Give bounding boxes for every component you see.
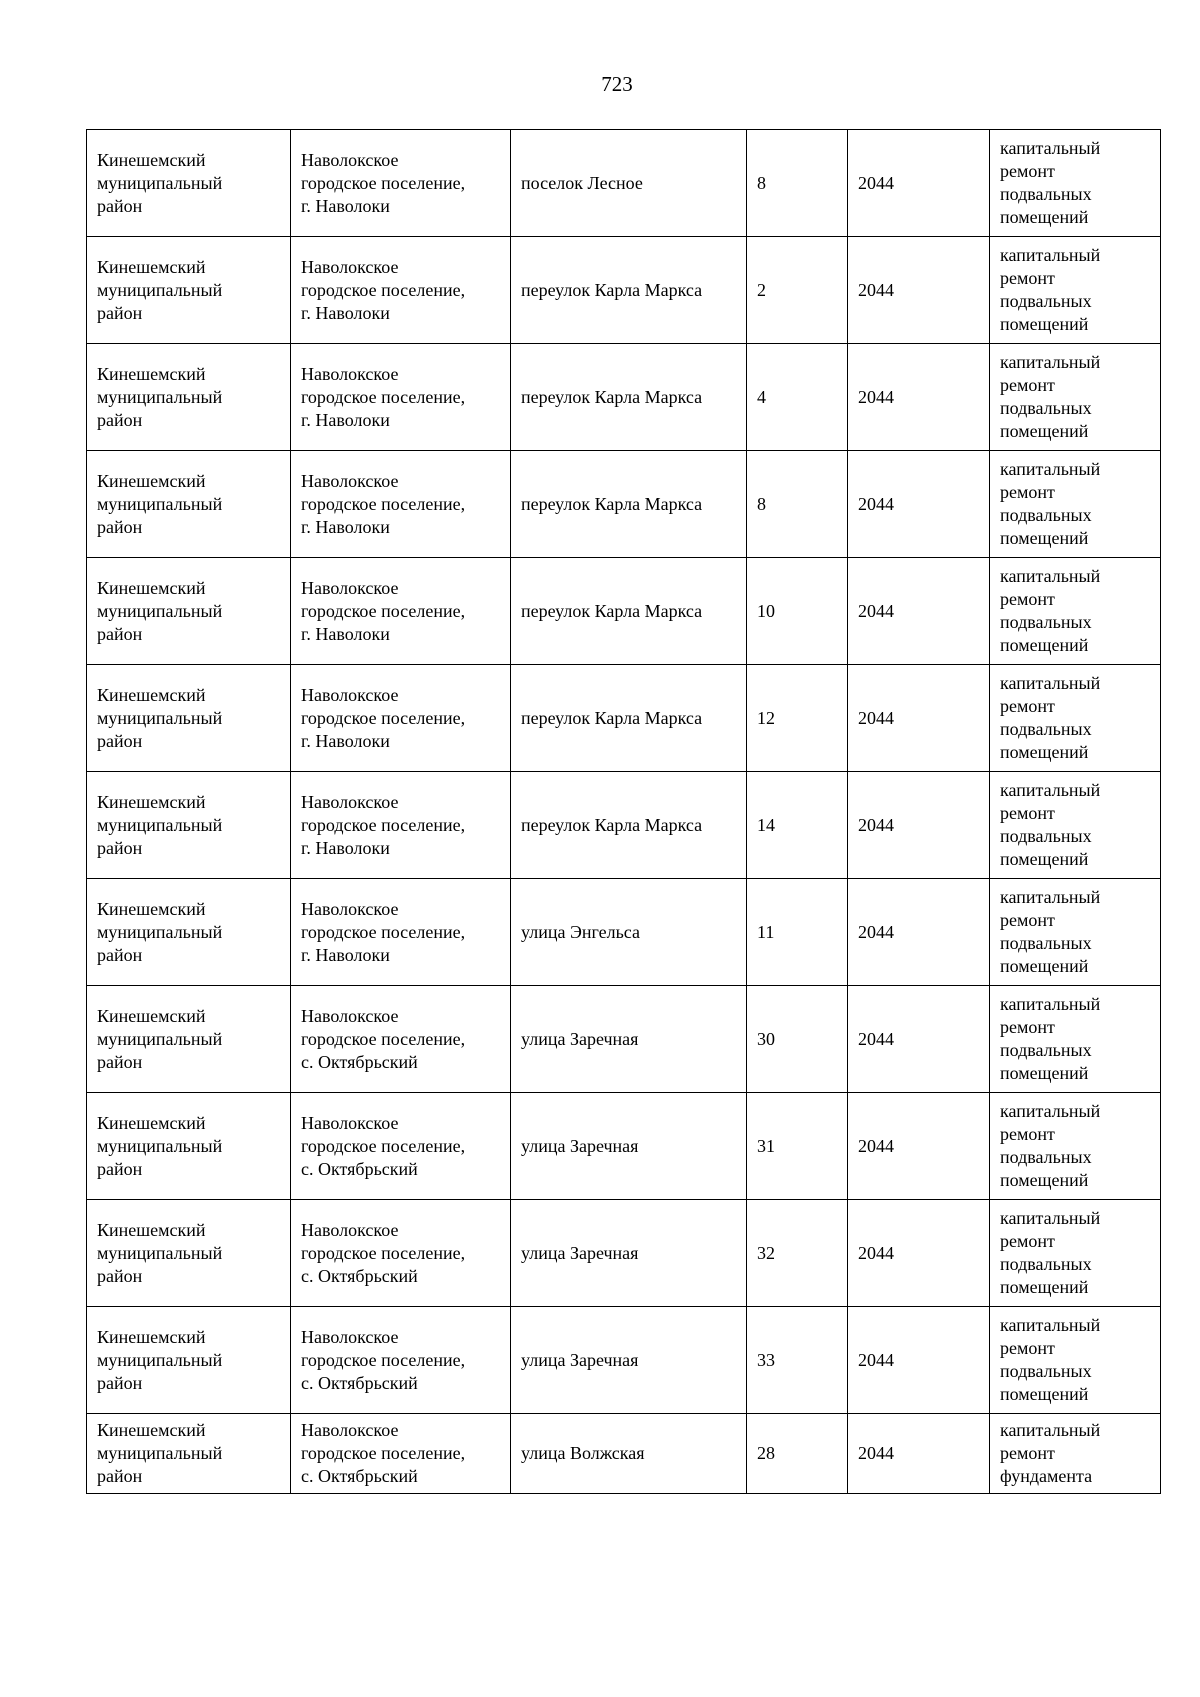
settlement-cell-line: г. Наволоки	[301, 302, 390, 323]
house-number-cell: 2	[747, 237, 848, 344]
house-number-cell: 31	[747, 1093, 848, 1200]
settlement-cell-line: городское поселение,	[301, 1028, 466, 1049]
district-cell	[87, 1307, 291, 1414]
work-type-cell	[990, 986, 1161, 1093]
district-cell-line: муниципальный	[97, 707, 223, 728]
settlement-cell-line: г. Наволоки	[301, 516, 390, 537]
district-cell	[87, 1414, 291, 1494]
work-type-cell-line: капитальный	[1000, 138, 1101, 158]
settlement-cell-line: г. Наволоки	[301, 623, 390, 644]
district-cell-line: муниципальный	[97, 386, 223, 407]
year-cell: 2044	[848, 772, 990, 879]
year-cell: 2044	[848, 130, 990, 237]
settlement-cell-line: городское поселение,	[301, 279, 466, 300]
table-row	[87, 344, 1161, 451]
work-type-cell-line: ремонт	[1000, 1017, 1055, 1037]
work-type-cell-line: помещений	[1000, 421, 1089, 441]
settlement-cell	[291, 986, 511, 1093]
settlement-cell-line: с. Октябрьский	[301, 1372, 418, 1393]
house-number-cell: 4	[747, 344, 848, 451]
district-cell-line: Кинешемский	[97, 791, 206, 812]
district-cell-line: район	[97, 302, 143, 323]
district-cell-line: муниципальный	[97, 921, 223, 942]
street-cell: переулок Карла Маркса	[511, 451, 747, 558]
work-type-cell-line: помещений	[1000, 1063, 1089, 1083]
work-type-cell-line: ремонт	[1000, 803, 1055, 823]
year-cell: 2044	[848, 451, 990, 558]
work-type-cell-line: помещений	[1000, 742, 1089, 762]
settlement-cell-line: городское поселение,	[301, 493, 466, 514]
table-row	[87, 1200, 1161, 1307]
district-cell-line: муниципальный	[97, 600, 223, 621]
settlement-cell-line: Наволокское	[301, 149, 399, 170]
district-cell	[87, 986, 291, 1093]
work-type-cell-line: помещений	[1000, 528, 1089, 548]
work-type-cell-line: подвальных	[1000, 398, 1092, 418]
district-cell-line: муниципальный	[97, 279, 223, 300]
street-cell: улица Заречная	[511, 986, 747, 1093]
settlement-cell-line: Наволокское	[301, 684, 399, 705]
work-type-cell-line: капитальный	[1000, 1101, 1101, 1121]
settlement-cell-line: Наволокское	[301, 791, 399, 812]
table-row	[87, 665, 1161, 772]
work-type-cell	[990, 1093, 1161, 1200]
settlement-cell	[291, 451, 511, 558]
work-type-cell	[990, 772, 1161, 879]
district-cell-line: Кинешемский	[97, 470, 206, 491]
district-cell-line: район	[97, 1158, 143, 1179]
work-type-cell-line: ремонт	[1000, 161, 1055, 181]
settlement-cell-line: городское поселение,	[301, 921, 466, 942]
settlement-cell-line: с. Октябрьский	[301, 1158, 418, 1179]
house-number-cell: 11	[747, 879, 848, 986]
house-number-cell: 32	[747, 1200, 848, 1307]
settlement-cell	[291, 772, 511, 879]
district-cell-line: район	[97, 195, 143, 216]
house-number-cell: 14	[747, 772, 848, 879]
street-cell: улица Энгельса	[511, 879, 747, 986]
district-cell-line: район	[97, 516, 143, 537]
settlement-cell	[291, 344, 511, 451]
district-cell-line: Кинешемский	[97, 149, 206, 170]
district-cell-line: Кинешемский	[97, 1219, 206, 1240]
district-cell	[87, 451, 291, 558]
work-type-cell-line: капитальный	[1000, 1420, 1101, 1440]
settlement-cell	[291, 879, 511, 986]
work-type-cell-line: подвальных	[1000, 612, 1092, 632]
work-type-cell	[990, 558, 1161, 665]
year-cell: 2044	[848, 879, 990, 986]
district-cell-line: район	[97, 1466, 143, 1486]
work-type-cell-line: капитальный	[1000, 245, 1101, 265]
settlement-cell-line: Наволокское	[301, 1420, 399, 1440]
settlement-cell-line: Наволокское	[301, 1219, 399, 1240]
table-row	[87, 1093, 1161, 1200]
year-cell: 2044	[848, 986, 990, 1093]
work-type-cell	[990, 130, 1161, 237]
street-cell: переулок Карла Маркса	[511, 665, 747, 772]
settlement-cell-line: Наволокское	[301, 898, 399, 919]
settlement-cell-line: г. Наволоки	[301, 944, 390, 965]
work-type-cell-line: ремонт	[1000, 1231, 1055, 1251]
district-cell-line: Кинешемский	[97, 898, 206, 919]
table-row	[87, 986, 1161, 1093]
district-cell-line: муниципальный	[97, 814, 223, 835]
district-cell	[87, 665, 291, 772]
work-type-cell-line: подвальных	[1000, 1040, 1092, 1060]
settlement-cell-line: с. Октябрьский	[301, 1051, 418, 1072]
work-type-cell-line: помещений	[1000, 1277, 1089, 1297]
district-cell-line: Кинешемский	[97, 684, 206, 705]
settlement-cell-line: городское поселение,	[301, 172, 466, 193]
year-cell: 2044	[848, 237, 990, 344]
settlement-cell-line: Наволокское	[301, 363, 399, 384]
settlement-cell-line: Наволокское	[301, 1326, 399, 1347]
district-cell-line: муниципальный	[97, 493, 223, 514]
work-type-cell-line: капитальный	[1000, 459, 1101, 479]
street-cell: улица Заречная	[511, 1307, 747, 1414]
settlement-cell-line: Наволокское	[301, 577, 399, 598]
settlement-cell-line: Наволокское	[301, 1005, 399, 1026]
work-type-cell-line: ремонт	[1000, 1443, 1055, 1463]
work-type-cell-line: помещений	[1000, 1384, 1089, 1404]
work-type-cell-line: капитальный	[1000, 673, 1101, 693]
district-cell-line: район	[97, 944, 143, 965]
street-cell: переулок Карла Маркса	[511, 237, 747, 344]
district-cell-line: район	[97, 1265, 143, 1286]
district-cell-line: муниципальный	[97, 1135, 223, 1156]
table-row	[87, 1307, 1161, 1414]
settlement-cell-line: городское поселение,	[301, 1443, 466, 1463]
year-cell: 2044	[848, 1200, 990, 1307]
year-cell: 2044	[848, 1414, 990, 1494]
district-cell	[87, 237, 291, 344]
settlement-cell-line: городское поселение,	[301, 1135, 466, 1156]
district-cell-line: муниципальный	[97, 1443, 223, 1463]
district-cell	[87, 879, 291, 986]
work-type-cell-line: помещений	[1000, 956, 1089, 976]
work-type-cell-line: фундамента	[1000, 1466, 1093, 1486]
table-row	[87, 558, 1161, 665]
table-row	[87, 130, 1161, 237]
work-type-cell-line: капитальный	[1000, 887, 1101, 907]
work-type-cell-line: капитальный	[1000, 566, 1101, 586]
table-row	[87, 237, 1161, 344]
street-cell: переулок Карла Маркса	[511, 772, 747, 879]
work-type-cell-line: помещений	[1000, 1170, 1089, 1190]
house-number-cell: 28	[747, 1414, 848, 1494]
work-type-cell-line: ремонт	[1000, 910, 1055, 930]
work-type-cell-line: ремонт	[1000, 696, 1055, 716]
settlement-cell-line: городское поселение,	[301, 386, 466, 407]
work-type-cell	[990, 451, 1161, 558]
table-row	[87, 879, 1161, 986]
year-cell: 2044	[848, 665, 990, 772]
work-type-cell	[990, 879, 1161, 986]
work-type-cell-line: ремонт	[1000, 268, 1055, 288]
district-cell-line: муниципальный	[97, 1242, 223, 1263]
street-cell: переулок Карла Маркса	[511, 558, 747, 665]
district-cell	[87, 344, 291, 451]
work-type-cell-line: капитальный	[1000, 1208, 1101, 1228]
district-cell-line: район	[97, 837, 143, 858]
house-number-cell: 30	[747, 986, 848, 1093]
district-cell-line: Кинешемский	[97, 1326, 206, 1347]
work-type-cell-line: капитальный	[1000, 1315, 1101, 1335]
district-cell-line: муниципальный	[97, 1028, 223, 1049]
work-type-cell-line: ремонт	[1000, 1124, 1055, 1144]
district-cell-line: Кинешемский	[97, 1420, 206, 1440]
settlement-cell	[291, 1414, 511, 1494]
house-number-cell: 8	[747, 130, 848, 237]
work-type-cell	[990, 1414, 1161, 1494]
work-type-cell-line: подвальных	[1000, 291, 1092, 311]
work-type-cell	[990, 237, 1161, 344]
district-cell-line: Кинешемский	[97, 363, 206, 384]
district-cell	[87, 130, 291, 237]
work-type-cell-line: подвальных	[1000, 1254, 1092, 1274]
settlement-cell-line: г. Наволоки	[301, 409, 390, 430]
table-body	[87, 130, 1161, 1494]
district-cell-line: район	[97, 623, 143, 644]
year-cell: 2044	[848, 1307, 990, 1414]
house-number-cell: 33	[747, 1307, 848, 1414]
work-type-cell-line: подвальных	[1000, 1361, 1092, 1381]
street-cell: улица Заречная	[511, 1093, 747, 1200]
work-type-cell-line: подвальных	[1000, 505, 1092, 525]
street-cell: переулок Карла Маркса	[511, 344, 747, 451]
settlement-cell	[291, 665, 511, 772]
year-cell: 2044	[848, 344, 990, 451]
work-type-cell-line: ремонт	[1000, 482, 1055, 502]
house-number-cell: 12	[747, 665, 848, 772]
work-type-cell-line: ремонт	[1000, 1338, 1055, 1358]
district-cell	[87, 558, 291, 665]
house-number-cell: 8	[747, 451, 848, 558]
work-type-cell-line: подвальных	[1000, 933, 1092, 953]
district-cell-line: муниципальный	[97, 172, 223, 193]
settlement-cell	[291, 558, 511, 665]
settlement-cell-line: г. Наволоки	[301, 837, 390, 858]
settlement-cell	[291, 1200, 511, 1307]
year-cell: 2044	[848, 1093, 990, 1200]
work-type-cell-line: помещений	[1000, 314, 1089, 334]
year-cell: 2044	[848, 558, 990, 665]
work-type-cell-line: капитальный	[1000, 994, 1101, 1014]
district-cell	[87, 772, 291, 879]
work-type-cell-line: ремонт	[1000, 589, 1055, 609]
settlement-cell-line: г. Наволоки	[301, 730, 390, 751]
work-type-cell	[990, 1307, 1161, 1414]
settlement-cell-line: с. Октябрьский	[301, 1466, 418, 1486]
work-type-cell-line: помещений	[1000, 635, 1089, 655]
work-type-cell-line: помещений	[1000, 849, 1089, 869]
district-cell-line: район	[97, 730, 143, 751]
settlement-cell-line: Наволокское	[301, 1112, 399, 1133]
district-cell	[87, 1093, 291, 1200]
street-cell: поселок Лесное	[511, 130, 747, 237]
repair-schedule-table	[86, 129, 1161, 1494]
table-row	[87, 772, 1161, 879]
page-number: 723	[601, 72, 633, 96]
work-type-cell-line: подвальных	[1000, 184, 1092, 204]
work-type-cell-line: помещений	[1000, 207, 1089, 227]
street-cell: улица Заречная	[511, 1200, 747, 1307]
district-cell-line: район	[97, 1051, 143, 1072]
work-type-cell-line: подвальных	[1000, 1147, 1092, 1167]
table-row	[87, 1414, 1161, 1494]
settlement-cell-line: городское поселение,	[301, 814, 466, 835]
settlement-cell-line: городское поселение,	[301, 1349, 466, 1370]
district-cell-line: район	[97, 409, 143, 430]
street-cell: улица Волжская	[511, 1414, 747, 1494]
settlement-cell	[291, 1307, 511, 1414]
district-cell	[87, 1200, 291, 1307]
work-type-cell-line: капитальный	[1000, 352, 1101, 372]
settlement-cell	[291, 237, 511, 344]
work-type-cell	[990, 344, 1161, 451]
settlement-cell-line: городское поселение,	[301, 1242, 466, 1263]
work-type-cell-line: подвальных	[1000, 826, 1092, 846]
settlement-cell-line: г. Наволоки	[301, 195, 390, 216]
work-type-cell-line: капитальный	[1000, 780, 1101, 800]
district-cell-line: Кинешемский	[97, 1112, 206, 1133]
district-cell-line: Кинешемский	[97, 577, 206, 598]
district-cell-line: Кинешемский	[97, 1005, 206, 1026]
settlement-cell-line: Наволокское	[301, 256, 399, 277]
settlement-cell	[291, 1093, 511, 1200]
work-type-cell	[990, 665, 1161, 772]
district-cell-line: район	[97, 1372, 143, 1393]
work-type-cell-line: ремонт	[1000, 375, 1055, 395]
settlement-cell-line: городское поселение,	[301, 707, 466, 728]
district-cell-line: муниципальный	[97, 1349, 223, 1370]
settlement-cell-line: городское поселение,	[301, 600, 466, 621]
house-number-cell: 10	[747, 558, 848, 665]
work-type-cell-line: подвальных	[1000, 719, 1092, 739]
work-type-cell	[990, 1200, 1161, 1307]
table-row	[87, 451, 1161, 558]
district-cell-line: Кинешемский	[97, 256, 206, 277]
settlement-cell-line: с. Октябрьский	[301, 1265, 418, 1286]
settlement-cell-line: Наволокское	[301, 470, 399, 491]
settlement-cell	[291, 130, 511, 237]
